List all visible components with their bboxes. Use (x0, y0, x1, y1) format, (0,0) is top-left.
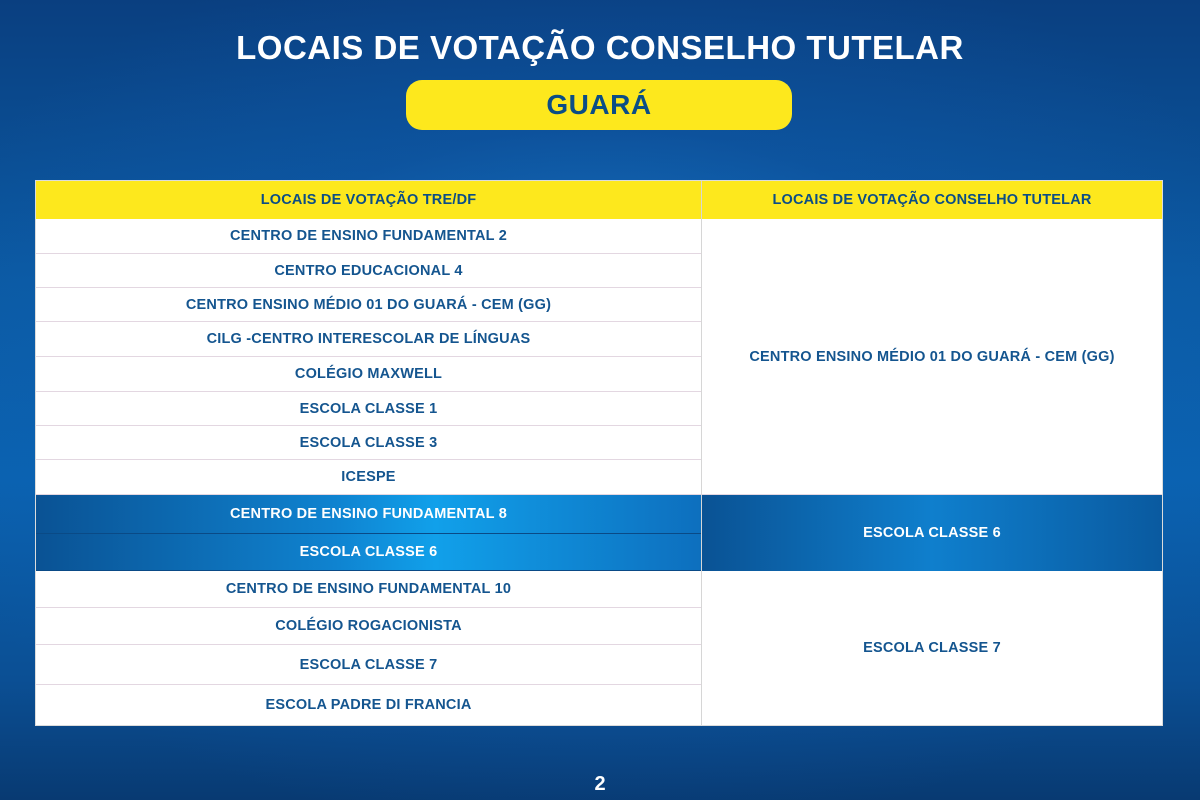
table-row-highlighted: ESCOLA CLASSE 6 (36, 534, 701, 571)
table-row: ICESPE (36, 460, 701, 495)
tre-column-header: LOCAIS DE VOTAÇÃO TRE/DF (36, 181, 701, 219)
page-title: LOCAIS DE VOTAÇÃO CONSELHO TUTELAR (236, 29, 964, 66)
table-row: COLÉGIO MAXWELL (36, 357, 701, 392)
council-location-cell: ESCOLA CLASSE 7 (702, 571, 1162, 725)
table-row: CENTRO EDUCACIONAL 4 (36, 254, 701, 288)
region-badge: GUARÁ (406, 80, 792, 130)
table-row: CENTRO ENSINO MÉDIO 01 DO GUARÁ - CEM (GG) (36, 288, 701, 322)
table-row: CENTRO DE ENSINO FUNDAMENTAL 10 (36, 571, 701, 608)
table-row: CILG -CENTRO INTERESCOLAR DE LÍNGUAS (36, 322, 701, 357)
page-number: 2 (594, 773, 606, 795)
table-row-highlighted: CENTRO DE ENSINO FUNDAMENTAL 8 (36, 495, 701, 534)
council-column-header: LOCAIS DE VOTAÇÃO CONSELHO TUTELAR (702, 181, 1162, 219)
table-row: CENTRO DE ENSINO FUNDAMENTAL 2 (36, 219, 701, 254)
table-row: COLÉGIO ROGACIONISTA (36, 608, 701, 645)
table-row: ESCOLA CLASSE 3 (36, 426, 701, 460)
table-row: ESCOLA PADRE DI FRANCIA (36, 685, 701, 725)
council-location-cell: CENTRO ENSINO MÉDIO 01 DO GUARÁ - CEM (GG) (702, 219, 1162, 495)
table-row: ESCOLA CLASSE 7 (36, 645, 701, 685)
council-location-cell-highlighted: ESCOLA CLASSE 6 (702, 495, 1162, 571)
voting-locations-table (35, 180, 1163, 726)
table-row: ESCOLA CLASSE 1 (36, 392, 701, 426)
